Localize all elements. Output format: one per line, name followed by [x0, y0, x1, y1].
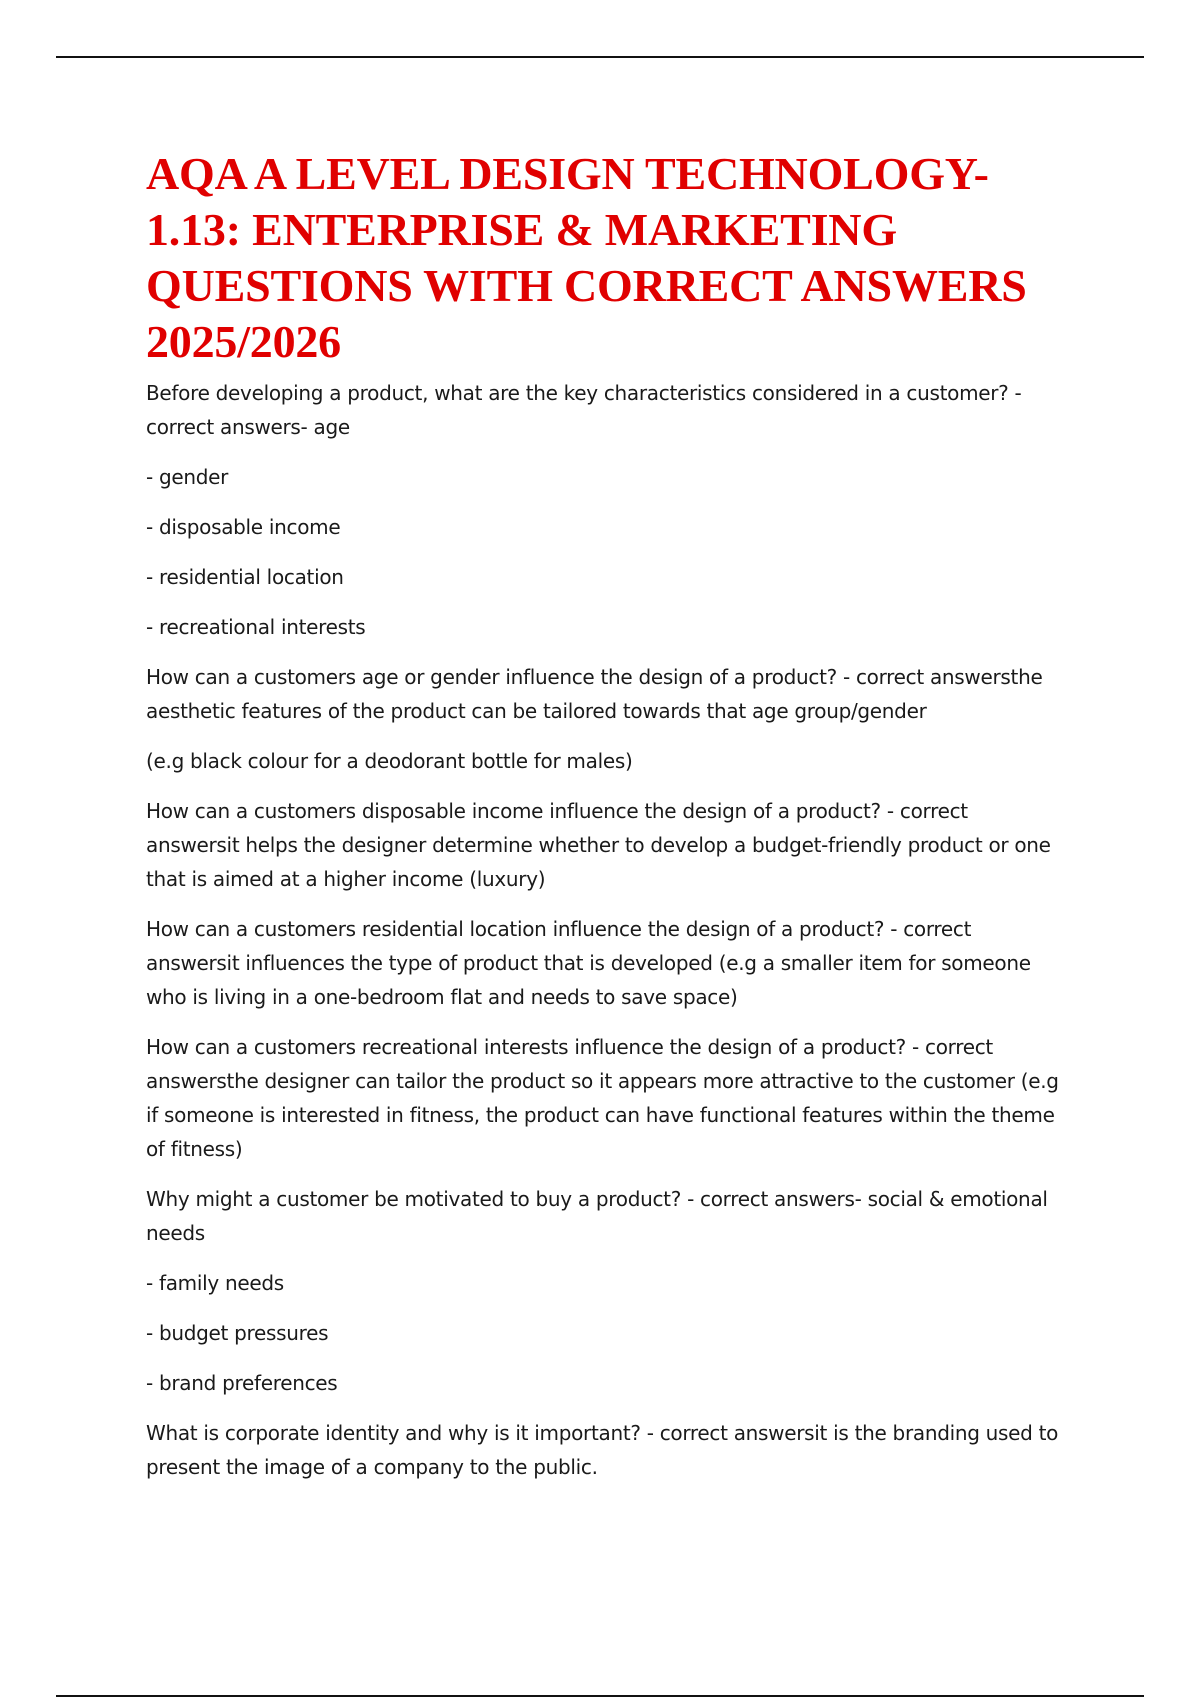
document-title: AQA A LEVEL DESIGN TECHNOLOGY- 1.13: ENTERPRISE & MARKETING QUESTIONS WITH CORRECT ANSWERS 2025/2026 — [146, 148, 1027, 367]
paragraph: - recreational interests — [146, 615, 366, 639]
paragraph: - gender — [146, 465, 229, 489]
paragraph: How can a customers residential location influence the design of a product? - correct answersit influences the type of product that is developed (e.g a smaller item for someone who is living in a one-bedroom flat and needs to save space) — [146, 917, 1031, 1009]
paragraph: - brand preferences — [146, 1371, 338, 1395]
top-rule — [56, 56, 1144, 58]
bottom-rule — [56, 1695, 1144, 1697]
paragraph: - disposable income — [146, 515, 341, 539]
paragraph: - budget pressures — [146, 1321, 329, 1345]
paragraph: What is corporate identity and why is it important? - correct answersit is the branding used to present the image of a company to the public. — [146, 1421, 1059, 1479]
paragraph: Why might a customer be motivated to buy a product? - correct answers- social & emotional needs — [146, 1187, 1048, 1245]
document-body — [146, 146, 1066, 1500]
paragraph: Before developing a product, what are the key characteristics considered in a customer? - correct answers- age — [146, 381, 1022, 439]
paragraph: How can a customers disposable income influence the design of a product? - correct answersit helps the designer determine whether to develop a budget-friendly product or one that is aimed at a higher income (luxury) — [146, 799, 1051, 891]
paragraph: How can a customers recreational interests influence the design of a product? - correct answersthe designer can tailor the product so it appears more attractive to the customer (e.g if someone is interested in fitness, the product can have functional features within the theme of fitness) — [146, 1035, 1059, 1161]
paragraph: (e.g black colour for a deodorant bottle for males) — [146, 749, 633, 773]
paragraph: - residential location — [146, 565, 344, 589]
paragraph: - family needs — [146, 1271, 284, 1295]
paragraph: How can a customers age or gender influence the design of a product? - correct answersthe aesthetic features of the product can be tailored towards that age group/gender — [146, 665, 1043, 723]
